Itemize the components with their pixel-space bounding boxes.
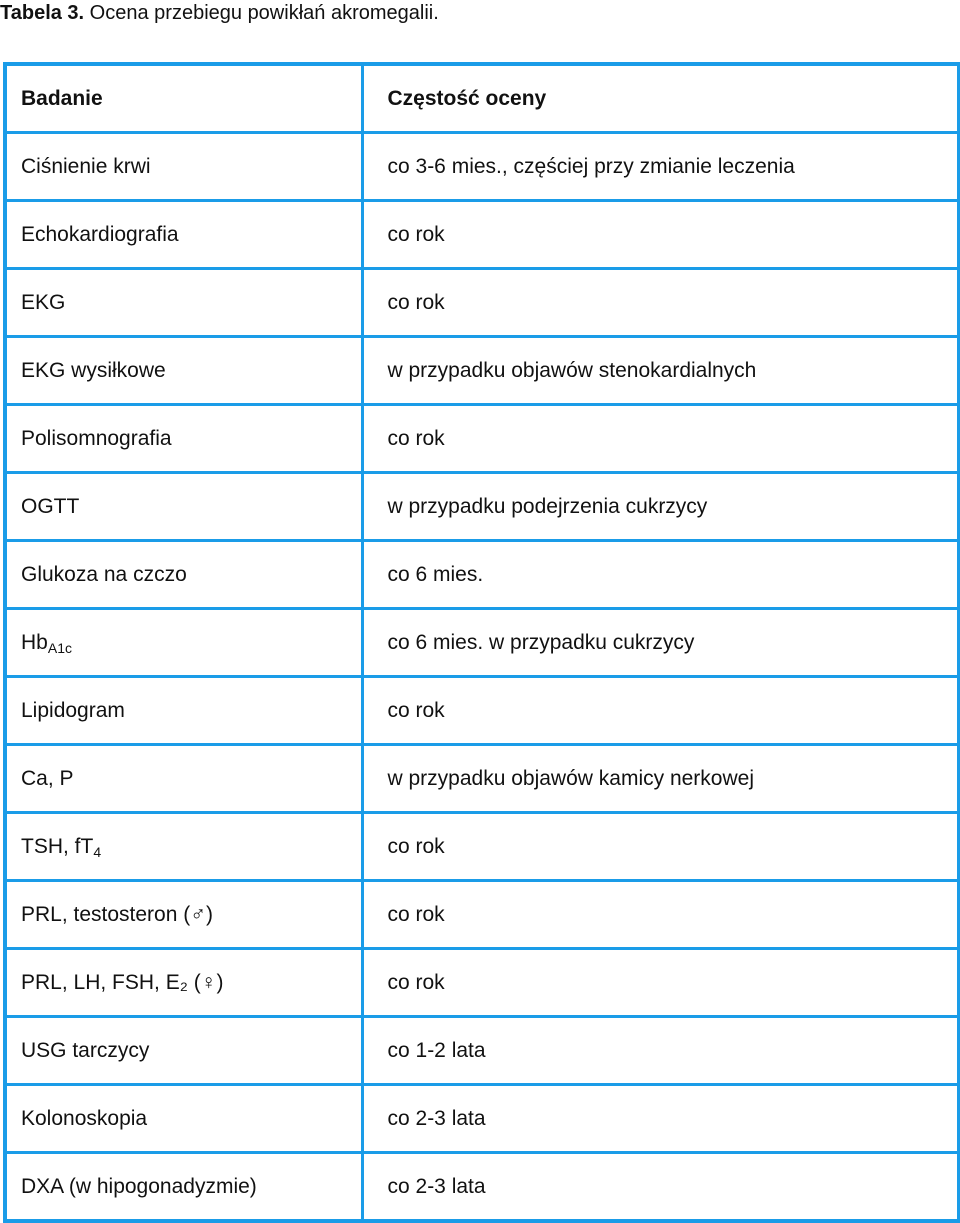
exam-cell: Polisomnografia: [5, 405, 362, 473]
table-row: [5, 1153, 959, 1222]
table-row: [5, 949, 959, 1017]
exam-subscript: A1c: [47, 639, 72, 656]
frequency-cell: w przypadku objawów kamicy nerkowej: [362, 745, 959, 813]
exam-cell: EKG wysiłkowe: [5, 337, 362, 405]
table-row: [5, 541, 959, 609]
exam-cell: PRL, testosteron (♂): [5, 881, 362, 949]
table-row: [5, 881, 959, 949]
exam-cell: PRL, LH, FSH, E₂ (♀): [5, 949, 362, 1017]
table-row: [5, 337, 959, 405]
table-caption: [0, 0, 439, 30]
table-row: [5, 609, 959, 677]
frequency-cell: co rok: [362, 269, 959, 337]
exam-cell: Echokardiografia: [5, 201, 362, 269]
frequency-cell: co rok: [362, 881, 959, 949]
exam-main-text: TSH, fT: [21, 834, 94, 858]
table-row: [5, 201, 959, 269]
caption-text: Ocena przebiegu powikłań akromegalii.: [84, 2, 439, 24]
header-row: [5, 64, 959, 133]
exam-cell: USG tarczycy: [5, 1017, 362, 1085]
table-row: [5, 813, 959, 881]
table-row: [5, 1085, 959, 1153]
frequency-cell: co 2-3 lata: [362, 1085, 959, 1153]
caption-label: Tabela 3.: [0, 2, 85, 24]
table-row: [5, 269, 959, 337]
frequency-cell: co 6 mies.: [362, 541, 959, 609]
frequency-cell: w przypadku podejrzenia cukrzycy: [362, 473, 959, 541]
table-row: [5, 1017, 959, 1085]
exam-cell: DXA (w hipogonadyzmie): [5, 1153, 362, 1222]
assessment-table: [3, 62, 960, 1223]
table-row: [5, 677, 959, 745]
frequency-cell: co 1-2 lata: [362, 1017, 959, 1085]
header-exam: Badanie: [5, 64, 362, 133]
frequency-cell: co 6 mies. w przypadku cukrzycy: [362, 609, 959, 677]
frequency-cell: w przypadku objawów stenokardialnych: [362, 337, 959, 405]
exam-cell: [5, 813, 362, 881]
table-row: [5, 745, 959, 813]
exam-subscript: 4: [93, 843, 102, 860]
exam-main-text: Hb: [21, 630, 48, 654]
frequency-cell: co 2-3 lata: [362, 1153, 959, 1222]
exam-cell: EKG: [5, 269, 362, 337]
frequency-cell: co rok: [362, 949, 959, 1017]
table-row: [5, 133, 959, 201]
exam-cell: Ca, P: [5, 745, 362, 813]
table-row: [5, 473, 959, 541]
frequency-cell: co rok: [362, 201, 959, 269]
exam-cell: [5, 609, 362, 677]
exam-cell: Glukoza na czczo: [5, 541, 362, 609]
exam-cell: Ciśnienie krwi: [5, 133, 362, 201]
frequency-cell: co rok: [362, 813, 959, 881]
table-row: [5, 405, 959, 473]
exam-cell: Lipidogram: [5, 677, 362, 745]
frequency-cell: co 3-6 mies., częściej przy zmianie leczenia: [362, 133, 959, 201]
frequency-cell: co rok: [362, 405, 959, 473]
frequency-cell: co rok: [362, 677, 959, 745]
exam-cell: Kolonoskopia: [5, 1085, 362, 1153]
header-frequency: Częstość oceny: [362, 64, 959, 133]
exam-cell: OGTT: [5, 473, 362, 541]
